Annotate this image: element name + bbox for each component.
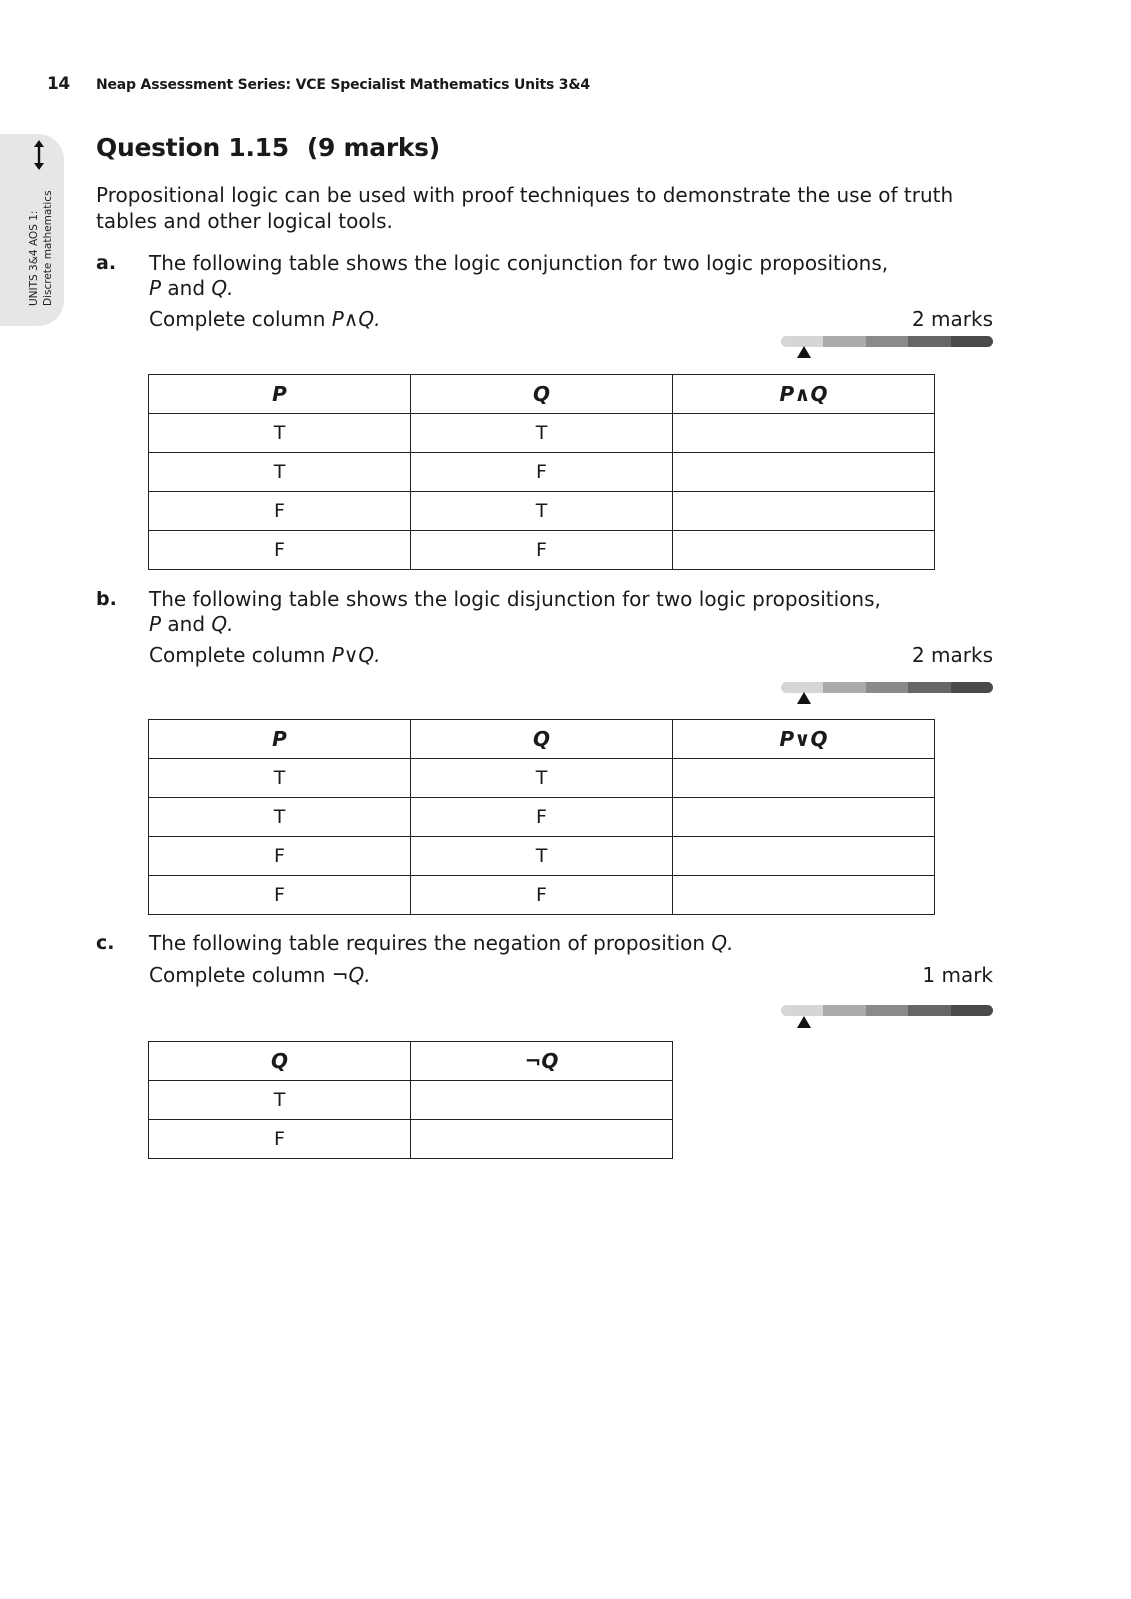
table-cell: T xyxy=(411,837,673,876)
truth-table-negation xyxy=(148,1041,673,1159)
table-cell: T xyxy=(411,414,673,453)
table-row xyxy=(149,837,935,876)
part-b-label: b. xyxy=(96,588,117,610)
table-cell: T xyxy=(411,492,673,531)
answer-cell[interactable] xyxy=(673,453,935,492)
double-arrow-vertical-icon xyxy=(30,140,48,170)
side-tab-line1: UNITS 3&4 AOS 1: xyxy=(28,210,40,306)
table-cell: T xyxy=(411,759,673,798)
table-header-row xyxy=(149,720,935,759)
table-cell: F xyxy=(411,876,673,915)
answer-cell[interactable] xyxy=(673,531,935,570)
answer-cell[interactable] xyxy=(673,798,935,837)
question-marks: (9 marks) xyxy=(306,133,440,162)
table-header-row xyxy=(149,1042,673,1081)
table-cell: T xyxy=(149,453,411,492)
part-c-marks: 1 mark xyxy=(922,963,993,987)
answer-cell[interactable] xyxy=(411,1081,673,1120)
table-cell: F xyxy=(149,531,411,570)
part-c-instruction: Complete column ¬Q. xyxy=(149,963,371,987)
table-cell: F xyxy=(149,876,411,915)
difficulty-marker-icon xyxy=(797,346,811,358)
table-cell: F xyxy=(149,1120,411,1159)
part-a-instruction: Complete column P∧Q. xyxy=(149,307,381,331)
question-intro: Propositional logic can be used with proof techniques to demonstrate the use of truth tables and other logical tools. xyxy=(96,183,954,233)
difficulty-marker-icon xyxy=(797,692,811,704)
table-cell: T xyxy=(149,798,411,837)
table-cell: F xyxy=(411,453,673,492)
table-row xyxy=(149,798,935,837)
table-cell: T xyxy=(149,414,411,453)
table-header-row xyxy=(149,375,935,414)
side-tab-label xyxy=(27,176,57,306)
column-header: ¬Q xyxy=(411,1042,673,1081)
part-c-text: The following table requires the negation of proposition Q. xyxy=(149,931,734,955)
answer-cell[interactable] xyxy=(673,414,935,453)
part-a-text xyxy=(149,251,949,301)
answer-cell[interactable] xyxy=(673,492,935,531)
part-a-label: a. xyxy=(96,252,117,274)
part-c-label: c. xyxy=(96,932,115,954)
question-title xyxy=(96,133,440,162)
truth-table-conjunction xyxy=(148,374,935,570)
answer-cell[interactable] xyxy=(673,837,935,876)
column-header: P∨Q xyxy=(673,720,935,759)
part-b-instruction: Complete column P∨Q. xyxy=(149,643,381,667)
part-a-line1: The following table shows the logic conjunction for two logic propositions, xyxy=(149,251,889,275)
column-header: Q xyxy=(149,1042,411,1081)
part-b-marks: 2 marks xyxy=(911,643,993,667)
part-a-line2: P and Q. xyxy=(149,276,234,300)
difficulty-marker-icon xyxy=(797,1016,811,1028)
table-cell: F xyxy=(411,531,673,570)
difficulty-bar xyxy=(781,682,993,693)
truth-table-disjunction xyxy=(148,719,935,915)
difficulty-bar xyxy=(781,336,993,347)
table-row xyxy=(149,759,935,798)
table-cell: F xyxy=(149,492,411,531)
column-header: P∧Q xyxy=(673,375,935,414)
column-header: P xyxy=(149,375,411,414)
table-cell: F xyxy=(149,837,411,876)
table-row xyxy=(149,876,935,915)
table-cell: F xyxy=(411,798,673,837)
table-cell: T xyxy=(149,759,411,798)
side-tab-line2: Discrete mathematics xyxy=(42,190,54,306)
column-header: Q xyxy=(411,375,673,414)
table-row xyxy=(149,414,935,453)
part-a-marks: 2 marks xyxy=(911,307,993,331)
part-b-line2: P and Q. xyxy=(149,612,234,636)
question-number: Question 1.15 xyxy=(96,133,289,162)
answer-cell[interactable] xyxy=(673,759,935,798)
part-b-line1: The following table shows the logic disjunction for two logic propositions, xyxy=(149,587,881,611)
table-row xyxy=(149,492,935,531)
column-header: P xyxy=(149,720,411,759)
part-b-text xyxy=(149,587,949,637)
table-row xyxy=(149,453,935,492)
page-number: 14 xyxy=(47,74,70,94)
column-header: Q xyxy=(411,720,673,759)
table-cell: T xyxy=(149,1081,411,1120)
series-title: Neap Assessment Series: VCE Specialist Mathematics Units 3&4 xyxy=(96,77,590,93)
difficulty-bar xyxy=(781,1005,993,1016)
answer-cell[interactable] xyxy=(673,876,935,915)
table-row xyxy=(149,531,935,570)
answer-cell[interactable] xyxy=(411,1120,673,1159)
table-row xyxy=(149,1081,673,1120)
table-row xyxy=(149,1120,673,1159)
